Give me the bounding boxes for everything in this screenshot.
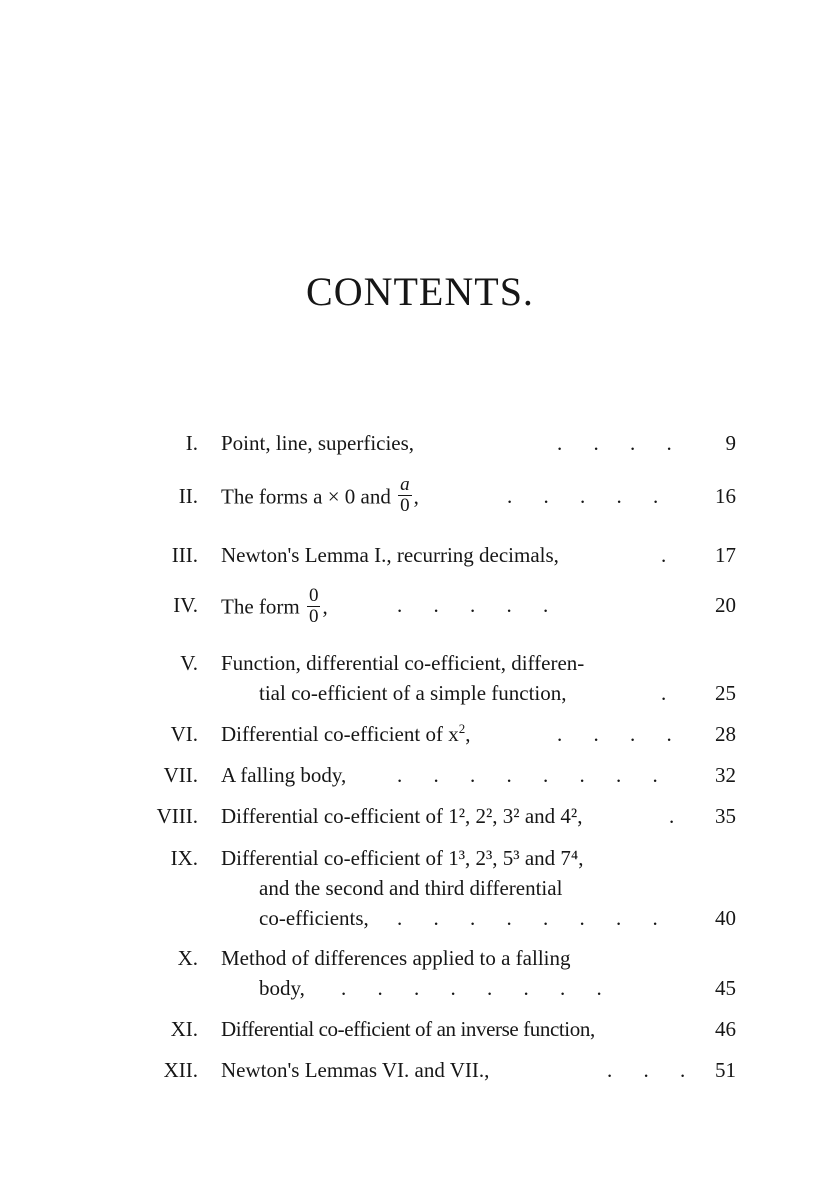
fraction — [307, 586, 321, 627]
chapter-title — [221, 585, 691, 627]
leader-dots: . . . . . . . . — [341, 976, 602, 1000]
fraction-denominator: 0 — [400, 495, 410, 516]
chapter-number: XI. — [170, 1017, 198, 1041]
chapter-title-text: Newton's Lemma I., recurring decimals, — [221, 543, 559, 567]
chapter-title-text: Differential co-efficient of 1³, 2³, 5³ and 7⁴, — [221, 846, 584, 870]
chapter-number: X. — [177, 946, 198, 970]
chapter-title-text: A falling body, — [221, 763, 347, 787]
page-number: 51 — [715, 1058, 736, 1082]
page-number: 9 — [725, 431, 736, 455]
chapter-number: VIII. — [156, 804, 198, 828]
leader-dots: . . . . — [557, 722, 672, 746]
chapter-number: V. — [180, 651, 198, 675]
chapter-number: II. — [178, 484, 198, 508]
chapter-number: III. — [171, 543, 198, 567]
leader-dots: . . . . . — [397, 593, 549, 617]
leader-dots: . . . — [607, 1058, 686, 1082]
chapter-title — [221, 801, 691, 831]
page-number: 46 — [715, 1017, 736, 1041]
chapter-number: XII. — [163, 1058, 198, 1082]
page-number: 17 — [715, 543, 736, 567]
chapter-title-text: The form — [221, 594, 300, 619]
chapter-title — [221, 428, 691, 458]
chapter-title-continuation: and the second and third differential — [259, 876, 563, 900]
page-number: 32 — [715, 763, 736, 787]
chapter-title-continuation: body, — [259, 976, 305, 1000]
chapter-number: IX. — [170, 846, 198, 870]
leader-dots: . . . . — [557, 431, 672, 455]
page-number: 45 — [715, 976, 736, 1000]
chapter-title-punct: , — [322, 594, 328, 619]
page-number: 35 — [715, 804, 736, 828]
leader-dots: . . . . . — [507, 484, 659, 508]
chapter-title — [221, 648, 691, 708]
chapter-title-text: Method of differences applied to a falling — [221, 946, 571, 970]
leader-dots: . . . . . . . . — [397, 906, 658, 930]
chapter-title-text: Newton's Lemmas VI. and VII., — [221, 1058, 490, 1082]
chapter-title-punct: , — [413, 484, 419, 509]
superscript: 2 — [458, 721, 466, 736]
chapter-title-punct: , — [465, 722, 471, 746]
chapter-title-text: Point, line, superficies, — [221, 431, 415, 455]
chapter-number: VI. — [170, 722, 198, 746]
page-number: 25 — [715, 681, 736, 705]
leader-dots: . . . . . . . . — [397, 763, 658, 787]
chapter-title — [221, 760, 691, 790]
fraction — [398, 475, 412, 516]
chapter-title-text: The forms a × 0 and — [221, 484, 391, 509]
chapter-title-continuation: tial co-efficient of a simple function, — [259, 681, 567, 705]
chapter-title — [221, 474, 691, 516]
chapter-title — [221, 719, 691, 749]
chapter-title-text: Differential co-efficient of x — [221, 722, 459, 746]
leader-dots: . — [661, 681, 667, 705]
page-number: 20 — [715, 593, 736, 617]
leader-dots: . — [669, 804, 675, 828]
page-title: CONTENTS. — [306, 269, 534, 314]
fraction-denominator: 0 — [308, 606, 319, 627]
chapter-number: VII. — [163, 763, 198, 787]
chapter-number: I. — [185, 431, 198, 455]
page-number: 16 — [715, 484, 736, 508]
page-number: 28 — [715, 722, 736, 746]
chapter-title-text: Differential co-efficient of an inverse function, — [221, 1017, 595, 1041]
chapter-title-text: Function, differential co-efficient, differen- — [221, 651, 585, 675]
chapter-title — [221, 1055, 691, 1085]
fraction-numerator: 0 — [308, 585, 319, 606]
chapter-title-text: Differential co-efficient of 1², 2², 3² and 4², — [221, 804, 583, 828]
page-number: 40 — [715, 906, 736, 930]
leader-dots: . — [661, 543, 667, 567]
chapter-title-continuation: co-efficients, — [259, 906, 369, 930]
chapter-title — [221, 540, 691, 570]
chapter-title — [221, 843, 691, 933]
chapter-number: IV. — [173, 593, 198, 617]
chapter-title — [221, 1014, 691, 1044]
chapter-title — [221, 943, 691, 1003]
fraction-numerator: a — [400, 474, 410, 495]
